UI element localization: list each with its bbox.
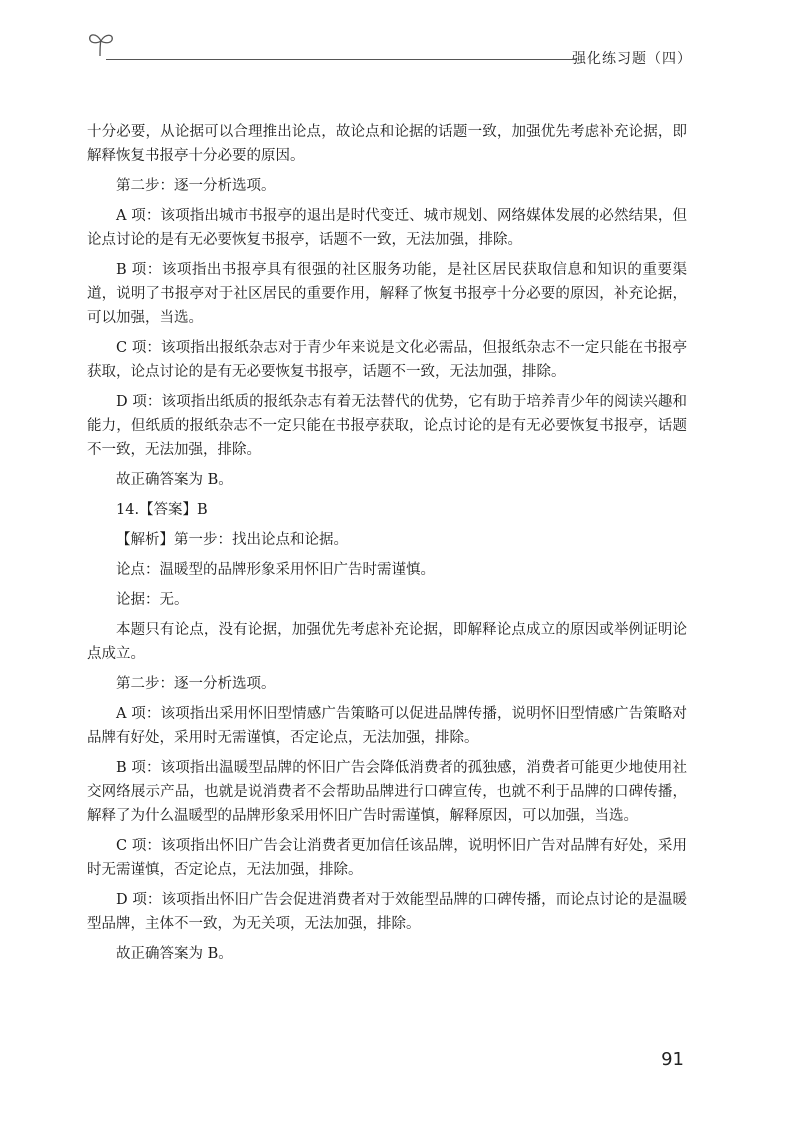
- paragraph: 14.【答案】B: [116, 502, 208, 518]
- page-body: [87, 120, 687, 972]
- section-title: 强化练习题（四）: [572, 51, 692, 67]
- paragraph: D 项：该项指出怀旧广告会促进消费者对于效能型品牌的口碑传播，而论点讨论的是温暖型品牌，主体不一致，为无关项，无法加强，排除。: [87, 892, 687, 932]
- paragraph: 【解析】第一步：找出论点和论据。: [116, 532, 348, 548]
- page-header: [86, 28, 696, 68]
- page-number: 91: [661, 1049, 684, 1070]
- paragraph: B 项：该项指出温暖型品牌的怀旧广告会降低消费者的孤独感，消费者可能更少地使用社交网络展示产品，也就是说消费者不会帮助品牌进行口碑宣传，也就不利于品牌的口碑传播，解释了为什么温暖型的品牌形象采用怀旧广告时需谨慎，解释原因，可以加强，当选。: [87, 760, 687, 824]
- sprout-icon: [86, 28, 116, 58]
- paragraph: 第二步：逐一分析选项。: [116, 676, 276, 692]
- paragraph: C 项：该项指出报纸杂志对于青少年来说是文化必需品，但报纸杂志不一定只能在书报亭获取，论点讨论的是有无必要恢复书报亭，话题不一致，无法加强，排除。: [87, 340, 687, 380]
- paragraph: 故正确答案为 B。: [116, 472, 233, 488]
- header-rule: [106, 59, 576, 60]
- paragraph: 十分必要，从论据可以合理推出论点，故论点和论据的话题一致，加强优先考虑补充论据，即解释恢复书报亭十分必要的原因。: [87, 124, 687, 164]
- paragraph: 故正确答案为 B。: [116, 946, 233, 962]
- paragraph: A 项：该项指出城市书报亭的退出是时代变迁、城市规划、网络媒体发展的必然结果，但论点讨论的是有无必要恢复书报亭，话题不一致，无法加强，排除。: [87, 208, 687, 248]
- paragraph: C 项：该项指出怀旧广告会让消费者更加信任该品牌，说明怀旧广告对品牌有好处，采用时无需谨慎，否定论点，无法加强，排除。: [87, 838, 687, 878]
- paragraph: 论点：温暖型的品牌形象采用怀旧广告时需谨慎。: [116, 562, 435, 578]
- paragraph: 论据：无。: [116, 592, 189, 608]
- paragraph: B 项：该项指出书报亭具有很强的社区服务功能，是社区居民获取信息和知识的重要渠道，说明了书报亭对于社区居民的重要作用，解释了恢复书报亭十分必要的原因，补充论据，可以加强，当选。: [87, 262, 687, 326]
- paragraph: A 项：该项指出采用怀旧型情感广告策略可以促进品牌传播，说明怀旧型情感广告策略对品牌有好处，采用时无需谨慎，否定论点，无法加强，排除。: [87, 706, 687, 746]
- paragraph: 第二步：逐一分析选项。: [116, 178, 276, 194]
- paragraph: D 项：该项指出纸质的报纸杂志有着无法替代的优势，它有助于培养青少年的阅读兴趣和能力，但纸质的报纸杂志不一定只能在书报亭获取，论点讨论的是有无必要恢复书报亭，话题不一致，无法加强，排除。: [87, 394, 687, 458]
- paragraph: 本题只有论点，没有论据，加强优先考虑补充论据，即解释论点成立的原因或举例证明论点成立。: [87, 622, 687, 662]
